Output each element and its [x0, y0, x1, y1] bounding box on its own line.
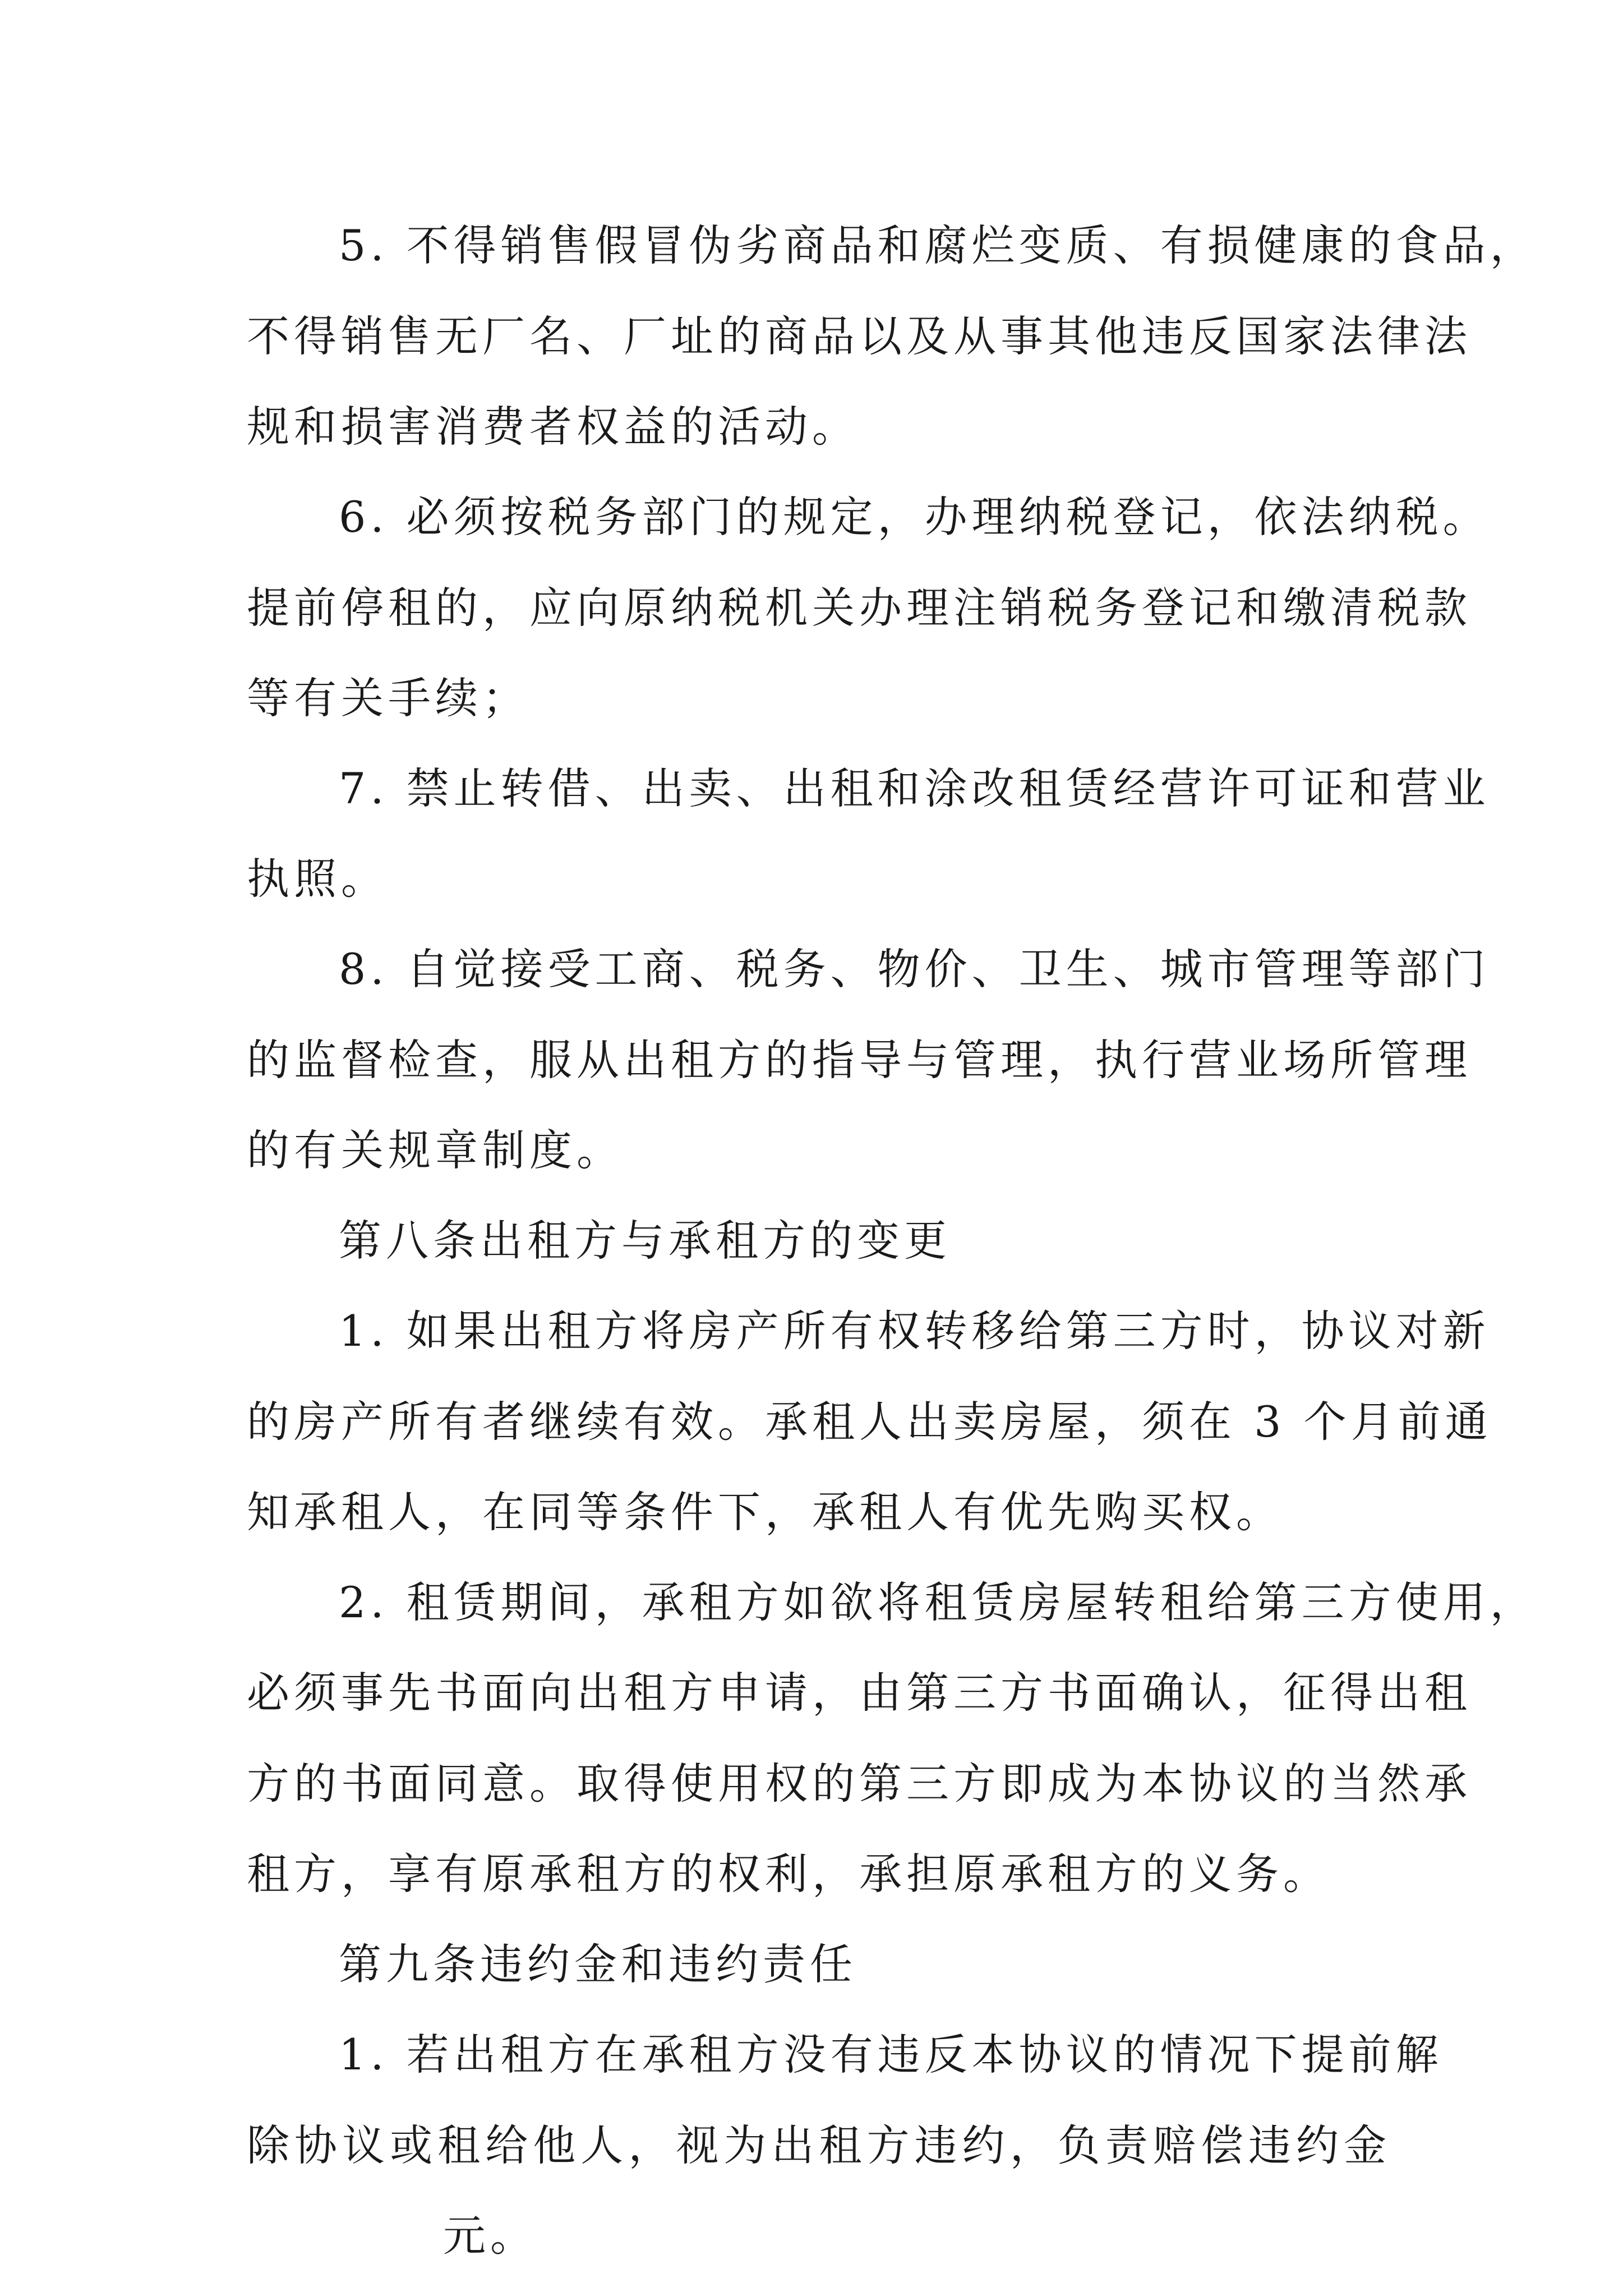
- article-heading: 第九条违约金和违约责任: [339, 1939, 857, 1989]
- body-line: 不得销售无厂名、厂址的商品以及从事其他违反国家法律法: [247, 311, 1472, 361]
- body-line: 知承租人，在同等条件下，承租人有优先购买权。: [247, 1487, 1283, 1537]
- body-line: 1. 若出租方在承租方没有违反本协议的情况下提前解: [339, 2030, 1443, 2079]
- body-line: 的房产所有者继续有效。承租人出卖房屋，须在 3 个月前通: [247, 1397, 1492, 1447]
- body-line: 提前停租的，应向原纳税机关办理注销税务登记和缴清税款: [247, 583, 1472, 633]
- body-line: 必须事先书面向出租方申请，由第三方书面确认，征得出租: [247, 1668, 1472, 1718]
- body-line: 规和损害消费者权益的活动。: [247, 402, 859, 452]
- body-line: 等有关手续；: [247, 673, 529, 723]
- body-line: 的监督检查，服从出租方的指导与管理，执行营业场所管理: [247, 1035, 1472, 1085]
- body-line: 5. 不得销售假冒伪劣商品和腐烂变质、有损健康的食品，: [339, 220, 1537, 270]
- body-line: 执照。: [247, 854, 388, 904]
- body-line: 方的书面同意。取得使用权的第三方即成为本协议的当然承: [247, 1759, 1472, 1809]
- body-line: 的有关规章制度。: [247, 1125, 624, 1175]
- body-line: 除协议或租给他人，视为出租方违约，负责赔偿违约金: [247, 2120, 1391, 2170]
- body-line: 6. 必须按税务部门的规定，办理纳税登记，依法纳税。: [339, 492, 1490, 542]
- body-line: 7. 禁止转借、出卖、出租和涂改租赁经营许可证和营业: [339, 763, 1490, 813]
- article-heading: 第八条出租方与承租方的变更: [339, 1216, 951, 1266]
- body-line: 8. 自觉接受工商、税务、物价、卫生、城市管理等部门: [339, 944, 1490, 994]
- body-line: 租方，享有原承租方的权利，承担原承租方的义务。: [247, 1849, 1330, 1899]
- body-line: 2. 租赁期间，承租方如欲将租赁房屋转租给第三方使用，: [339, 1577, 1537, 1627]
- body-line: 1. 如果出租方将房产所有权转移给第三方时，协议对新: [339, 1306, 1490, 1356]
- body-line: 元。: [443, 2211, 537, 2261]
